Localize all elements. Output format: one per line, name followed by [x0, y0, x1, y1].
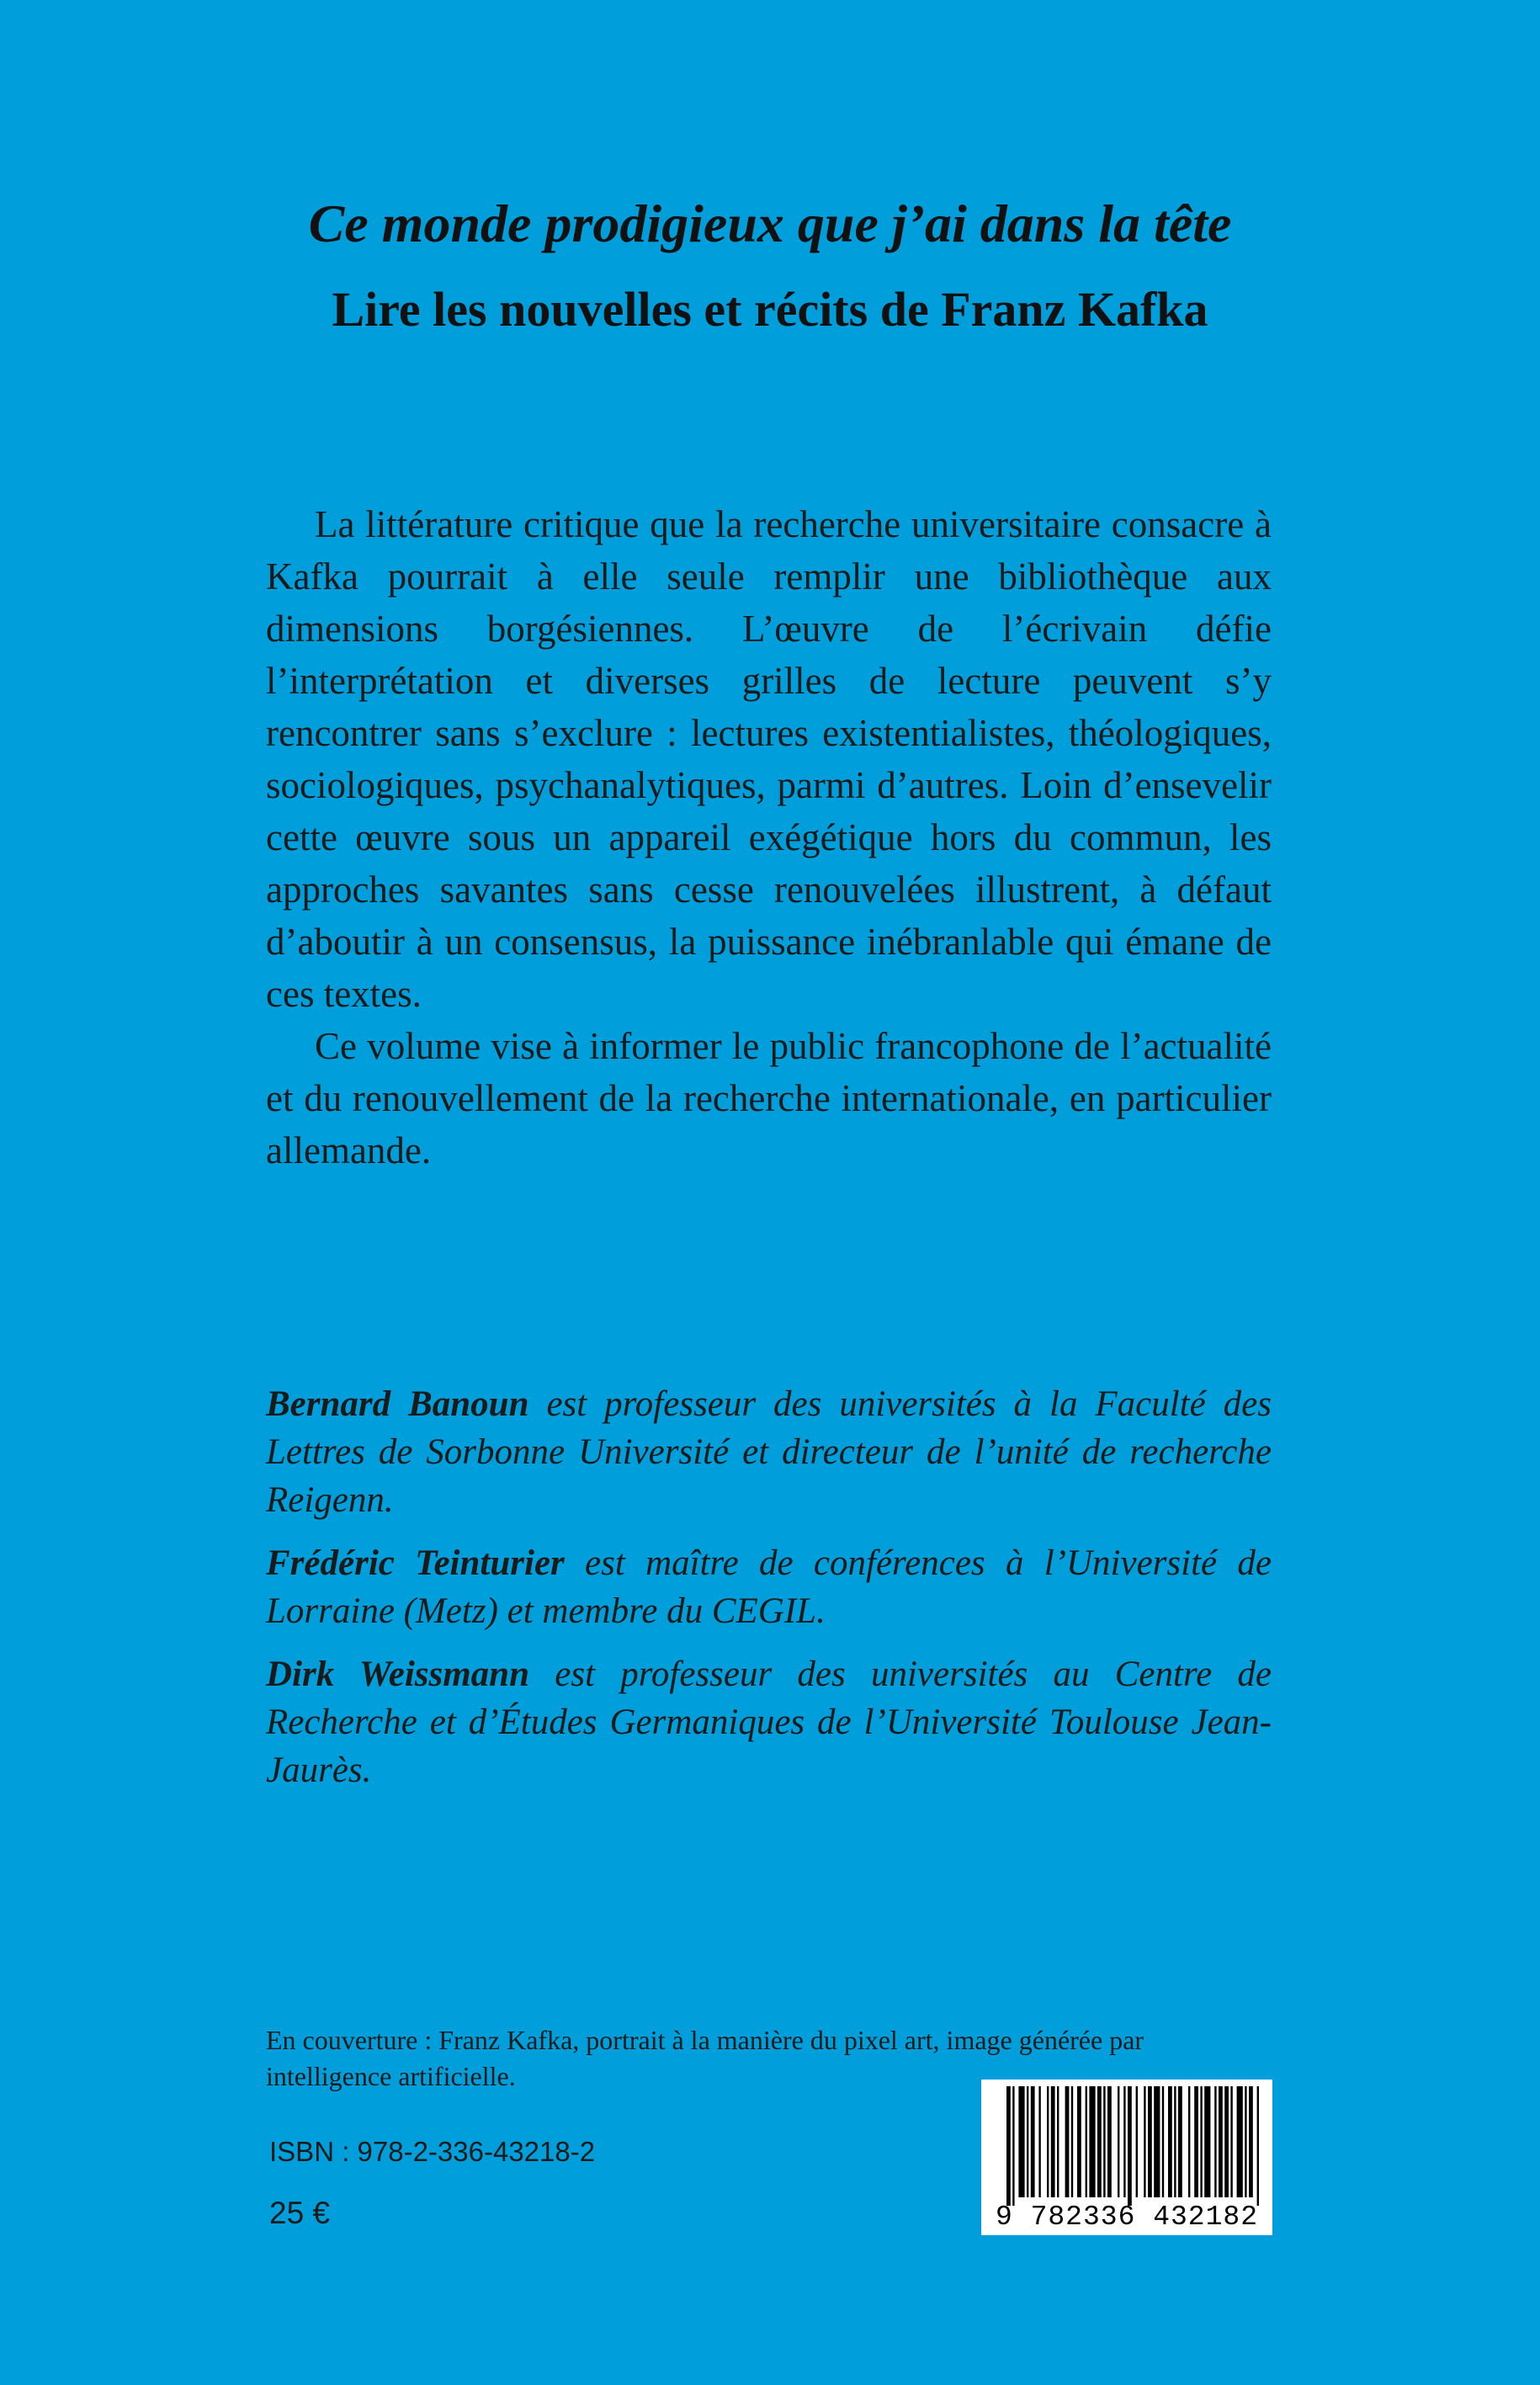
barcode-bar: [1018, 2086, 1024, 2197]
barcode-bars: [981, 2080, 1272, 2206]
barcode-bar: [1168, 2086, 1172, 2197]
barcode-bar: [1178, 2086, 1182, 2197]
barcode-bar: [1097, 2086, 1102, 2197]
barcode-bar: [1128, 2086, 1132, 2206]
barcode-bar: [1038, 2086, 1040, 2197]
barcode-bar: [1057, 2086, 1059, 2197]
barcode-bar: [1188, 2086, 1190, 2197]
barcode-bar: [1174, 2086, 1176, 2197]
barcode-bar: [1162, 2086, 1164, 2197]
author-bio: [266, 1539, 1272, 1635]
barcode-bar: [1071, 2086, 1073, 2197]
barcode-bar: [1006, 2086, 1011, 2206]
book-title: Ce monde prodigieux que j’ai dans la tête: [308, 194, 1232, 253]
barcode-bar: [1204, 2086, 1210, 2197]
barcode-bar: [1144, 2086, 1145, 2197]
author-bios: [266, 1380, 1272, 1809]
barcode-bar: [1194, 2086, 1198, 2197]
author-name: Frédéric Teinturier: [266, 1543, 565, 1583]
book-subtitle: Lire les nouvelles et récits de Franz Kafka: [332, 282, 1208, 337]
barcode-digits: 9 782336 432182: [995, 2202, 1259, 2233]
barcode-bar: [1107, 2086, 1112, 2197]
barcode-bar: [1214, 2086, 1216, 2197]
barcode-bar: [1051, 2086, 1055, 2197]
barcode-bar: [1089, 2086, 1095, 2197]
barcode-bar: [1154, 2086, 1160, 2197]
price: 25 €: [269, 2196, 331, 2230]
barcode-bar: [1136, 2086, 1138, 2197]
author-name: Dirk Weissmann: [266, 1655, 530, 1694]
barcode-bar: [1148, 2086, 1152, 2197]
barcode-bar: [1257, 2086, 1259, 2206]
blurb: [266, 498, 1272, 1177]
barcode-bar: [1031, 2086, 1035, 2197]
barcode-bar: [1249, 2086, 1253, 2197]
barcode-bar: [1118, 2086, 1119, 2197]
barcode-bar: [1086, 2086, 1087, 2197]
barcode-bar: [1123, 2086, 1125, 2197]
author-name: Bernard Banoun: [266, 1384, 529, 1424]
blurb-paragraph-1: La littérature critique que la recherche universitaire consacre à Kafka pourrait à elle seule remplir une bibliothèque aux dimensions borgésiennes. L’œuvre de l’écrivain défie l’interprétation et diverses grilles de lecture peuvent s’y rencontrer sans s’exclure : lectures existentialistes, théologiques, sociologiques, psychanalytiques, parmi d’autres. Loin d’ensevelir cette œuvre sous un appareil exégétique hors du commun, les approches savantes sans cesse renouvelées illustrent, à défaut d’aboutir à un consensus, la puissance inébranlable qui émane de ces textes.: [266, 503, 1272, 1015]
cover-credit: En couverture : Franz Kafka, portrait à la manière du pixel art, image générée par intelligence artificielle.: [266, 2025, 1144, 2091]
barcode-bar: [1012, 2086, 1014, 2206]
author-bio-text: est maître de conférences à l’Université de Lorraine (Metz) et membre du CEGIL.: [266, 1543, 1272, 1631]
barcode-bar: [1230, 2086, 1232, 2197]
author-bio-text: est professeur des universités au Centre de Recherche et d’Études Germaniques de l’Université Toulouse Jean-Jaurès.: [266, 1655, 1272, 1790]
barcode-bar: [1237, 2086, 1243, 2197]
isbn: ISBN : 978-2-336-43218-2: [269, 2136, 596, 2167]
author-bio-text: est professeur des universités à la Faculté des Lettres de Sorbonne Université et directeur de l’unité de recherche Reigenn.: [266, 1384, 1272, 1520]
barcode: [981, 2080, 1272, 2235]
barcode-bar: [1027, 2086, 1028, 2197]
barcode-bar: [1065, 2086, 1070, 2197]
barcode-bar: [1224, 2086, 1229, 2197]
barcode-bar: [1200, 2086, 1202, 2197]
barcode-bar: [1103, 2086, 1105, 2197]
barcode-bar: [1245, 2086, 1246, 2197]
author-bio: [266, 1650, 1272, 1794]
barcode-bar: [1077, 2086, 1081, 2197]
barcode-bar: [1047, 2086, 1049, 2197]
author-bio: [266, 1380, 1272, 1524]
blurb-paragraph-2: Ce volume vise à informer le public francophone de l’actualité et du renouvellement de la recherche internationale, en particulier allemande.: [266, 1025, 1272, 1171]
barcode-bar: [1219, 2086, 1223, 2197]
